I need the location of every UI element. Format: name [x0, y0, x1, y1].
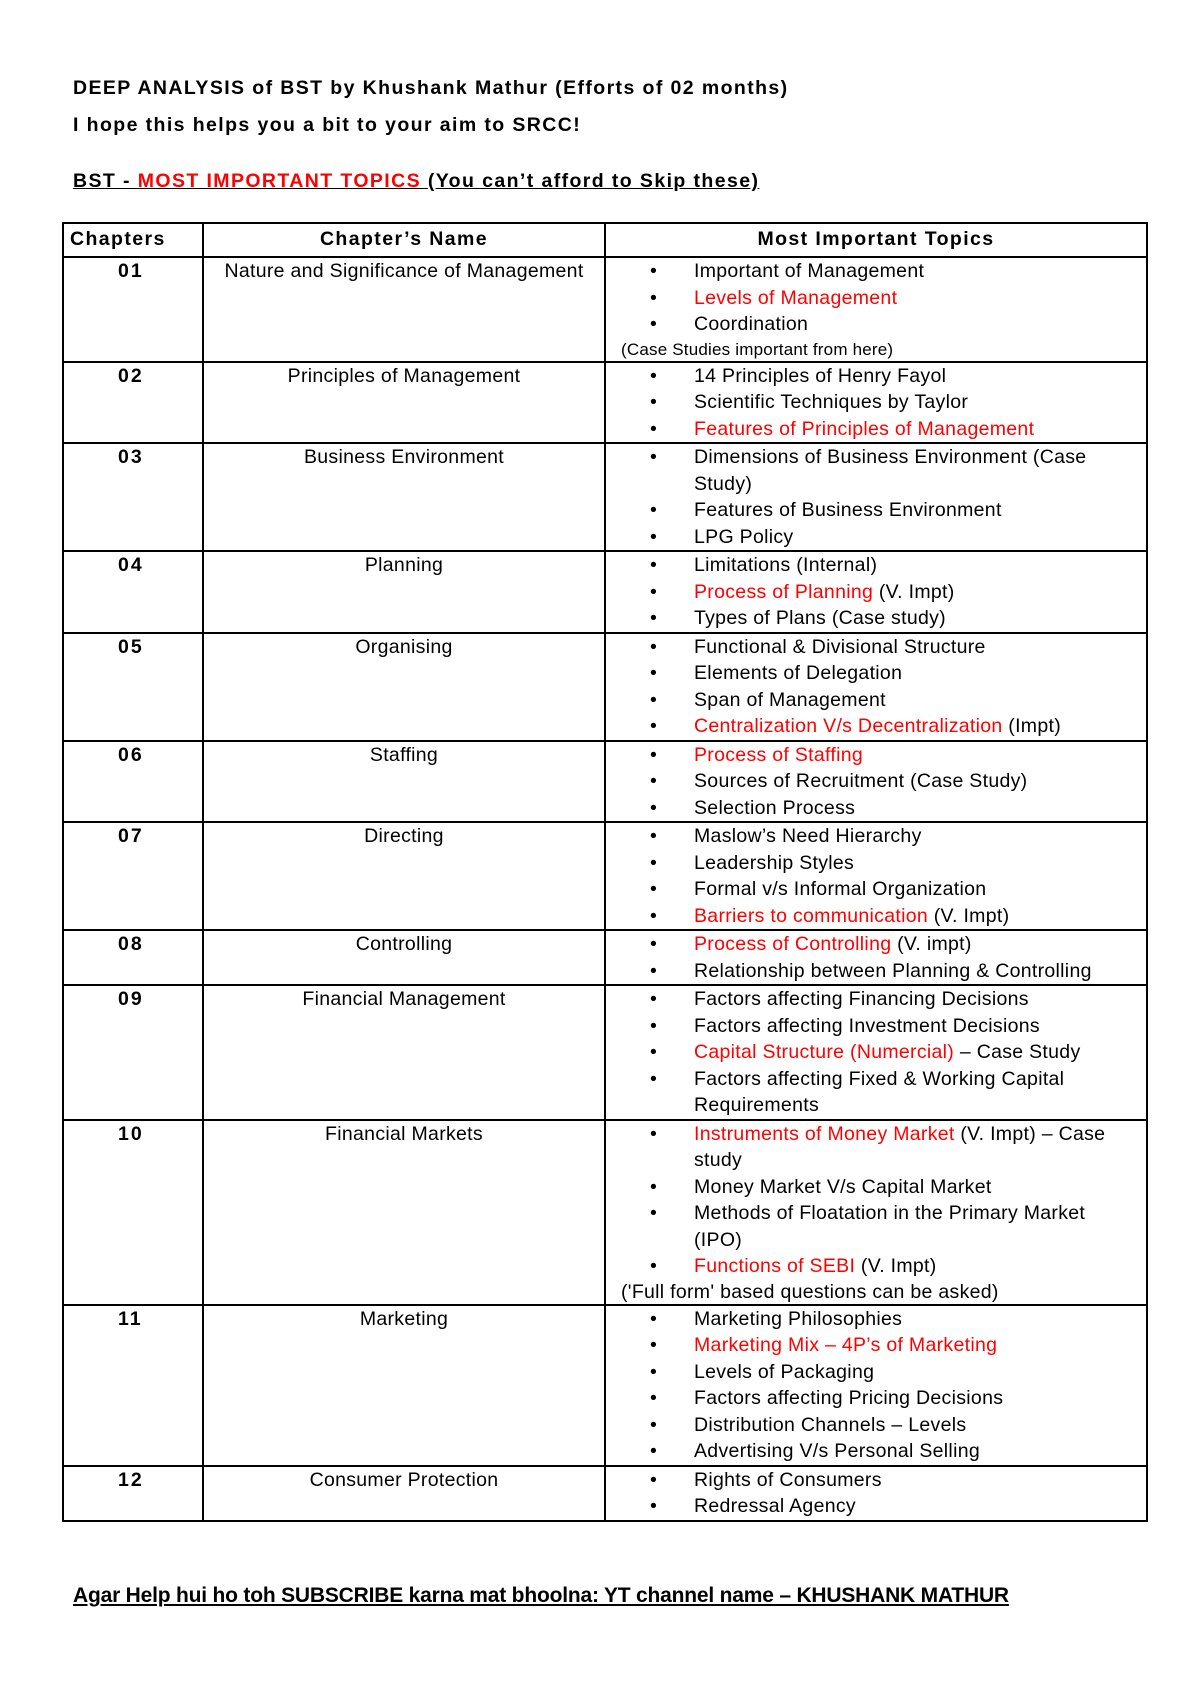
topic-text: Factors affecting Pricing Decisions	[694, 1387, 1004, 1409]
chapter-topics	[605, 1120, 1147, 1305]
topic-list	[610, 742, 1138, 822]
topic-item	[610, 1013, 1138, 1040]
chapter-topics	[605, 1305, 1147, 1466]
topic-text-highlight: Process of Staffing	[694, 743, 864, 766]
chapter-number: 08	[63, 930, 203, 985]
chapter-name: Financial Management	[203, 985, 605, 1120]
chapter-number: 12	[63, 1466, 203, 1521]
topic-item	[610, 1200, 1138, 1253]
section-heading-suffix: (You can’t afford to Skip these)	[427, 170, 760, 192]
chapter-number: 06	[63, 741, 203, 823]
topic-text: Features of Business Environment	[694, 499, 1002, 521]
topic-list	[610, 823, 1138, 929]
topic-text: Redressal Agency	[694, 1495, 856, 1517]
chapter-name: Controlling	[203, 930, 605, 985]
table-body	[63, 257, 1147, 1521]
topic-text: Money Market V/s Capital Market	[694, 1175, 992, 1198]
topic-item	[610, 687, 1138, 714]
topic-item	[610, 850, 1138, 877]
topic-text: Relationship between Planning & Controlling	[694, 959, 1092, 982]
footer-note: Agar Help hui ho toh SUBSCRIBE karna mat bhoolna: YT channel name – KHUSHANK MATHUR	[73, 1584, 1009, 1607]
topic-text: Maslow’s Need Hierarchy	[694, 825, 922, 847]
topic-list	[610, 258, 1138, 338]
topic-text: Formal v/s Informal Organization	[694, 878, 987, 900]
chapter-name: Principles of Management	[203, 362, 605, 444]
topic-text-highlight: Centralization V/s Decentralization	[694, 715, 1003, 737]
topic-text-highlight: Process of Controlling	[694, 933, 892, 955]
topic-item	[610, 903, 1138, 930]
topic-text: Sources of Recruitment (Case Study)	[694, 770, 1028, 792]
topic-item	[610, 742, 1138, 769]
topic-text: (V. Impt)	[928, 904, 1010, 927]
column-header-chapters: Chapters	[63, 223, 203, 257]
topic-item	[610, 605, 1138, 632]
topic-list	[610, 552, 1138, 632]
chapter-topics	[605, 551, 1147, 633]
topic-item	[610, 986, 1138, 1013]
chapter-number: 09	[63, 985, 203, 1120]
topic-item	[610, 1174, 1138, 1201]
topic-text: Scientific Techniques by Taylor	[694, 391, 969, 413]
table-row	[63, 985, 1147, 1120]
table-row	[63, 930, 1147, 985]
topic-item	[610, 660, 1138, 687]
table-header-row	[63, 223, 1147, 257]
topic-text: Methods of Floatation in the Primary Market (IPO)	[694, 1202, 1086, 1251]
topic-item	[610, 524, 1138, 551]
topic-item	[610, 1493, 1138, 1520]
topics-table	[62, 222, 1148, 1522]
topic-item	[610, 258, 1138, 285]
topic-item	[610, 285, 1138, 312]
topic-text: Important of Management	[694, 260, 925, 282]
topic-item	[610, 311, 1138, 338]
topic-text: – Case Study	[954, 1041, 1081, 1063]
chapter-topics	[605, 822, 1147, 930]
topic-item	[610, 634, 1138, 661]
topic-item	[610, 1306, 1138, 1333]
topic-item	[610, 389, 1138, 416]
table-row	[63, 1120, 1147, 1305]
topic-text-highlight: Barriers to communication	[694, 904, 928, 927]
topic-text: Selection Process	[694, 796, 856, 819]
topic-text: Advertising V/s Personal Selling	[694, 1440, 980, 1462]
chapter-number: 01	[63, 257, 203, 362]
topic-item	[610, 795, 1138, 822]
chapter-number: 04	[63, 551, 203, 633]
topic-text-highlight: Features of Principles of Management	[694, 417, 1035, 440]
chapter-name: Directing	[203, 822, 605, 930]
topic-text: (V. Impt)	[873, 580, 955, 603]
table-row	[63, 551, 1147, 633]
topic-item	[610, 444, 1138, 497]
topic-item	[610, 1121, 1138, 1174]
chapter-topics	[605, 633, 1147, 741]
column-header-chapter-name: Chapter’s Name	[203, 223, 605, 257]
table-row	[63, 822, 1147, 930]
chapter-number: 07	[63, 822, 203, 930]
chapter-name: Financial Markets	[203, 1120, 605, 1305]
topic-text: Types of Plans (Case study)	[694, 607, 946, 629]
topic-text: Distribution Channels – Levels	[694, 1413, 967, 1436]
topic-item	[610, 713, 1138, 740]
table-row	[63, 1305, 1147, 1466]
topic-item	[610, 1332, 1138, 1359]
chapter-topics	[605, 985, 1147, 1120]
chapter-name: Staffing	[203, 741, 605, 823]
topic-item	[610, 931, 1138, 958]
chapter-name: Planning	[203, 551, 605, 633]
topic-text-highlight: Marketing Mix – 4P’s of Marketing	[694, 1334, 998, 1356]
table-row	[63, 362, 1147, 444]
chapter-topics	[605, 443, 1147, 551]
topic-text-highlight: Levels of Management	[694, 286, 898, 309]
topic-item	[610, 1039, 1138, 1066]
chapter-name: Marketing	[203, 1305, 605, 1466]
topic-text: Marketing Philosophies	[694, 1307, 903, 1330]
topic-list	[610, 444, 1138, 550]
topic-text: (V. Impt)	[855, 1255, 937, 1277]
topic-text-highlight: Process of Planning	[694, 580, 874, 603]
topic-text: Coordination	[694, 313, 809, 335]
chapter-name: Nature and Significance of Management	[203, 257, 605, 362]
chapter-topics	[605, 362, 1147, 444]
topic-text: (Impt)	[1002, 715, 1061, 737]
column-header-topics: Most Important Topics	[605, 223, 1147, 257]
topic-note: ('Full form' based questions can be asked)	[621, 1280, 999, 1303]
topic-text: Factors affecting Financing Decisions	[694, 988, 1029, 1010]
topic-item	[610, 363, 1138, 390]
chapter-topics	[605, 930, 1147, 985]
topic-item	[610, 823, 1138, 850]
section-heading-highlight: MOST IMPORTANT TOPICS	[137, 170, 428, 192]
topic-text: Factors affecting Investment Decisions	[694, 1014, 1040, 1037]
topic-item	[610, 552, 1138, 579]
topic-text: LPG Policy	[694, 525, 794, 548]
topic-text: Functional & Divisional Structure	[694, 635, 986, 658]
topic-item	[610, 497, 1138, 524]
topic-text-highlight: Functions of SEBI	[694, 1255, 856, 1277]
topic-item	[610, 1438, 1138, 1465]
topic-text: Rights of Consumers	[694, 1468, 882, 1491]
topic-text: (V. impt)	[891, 933, 972, 955]
topic-text: Factors affecting Fixed & Working Capital Requirements	[694, 1067, 1065, 1116]
chapter-name: Consumer Protection	[203, 1466, 605, 1521]
topic-list	[610, 1121, 1138, 1280]
chapter-name: Business Environment	[203, 443, 605, 551]
topic-list	[610, 363, 1138, 443]
document-title: DEEP ANALYSIS of BST by Khushank Mathur (Efforts of 02 months)	[73, 77, 789, 99]
table-row	[63, 741, 1147, 823]
topic-list	[610, 931, 1138, 984]
chapter-number: 03	[63, 443, 203, 551]
chapter-name: Organising	[203, 633, 605, 741]
topic-text: (V. Impt) – Case study	[694, 1122, 1106, 1171]
document-subtitle: I hope this helps you a bit to your aim to SRCC!	[73, 114, 582, 136]
topic-text-highlight: Instruments of Money Market	[694, 1122, 955, 1145]
chapter-topics	[605, 257, 1147, 362]
topic-list	[610, 1306, 1138, 1465]
topic-text-highlight: Capital Structure (Numercial)	[694, 1041, 955, 1063]
section-heading-prefix: BST -	[73, 170, 138, 192]
topic-text: 14 Principles of Henry Fayol	[694, 364, 947, 387]
table-row	[63, 257, 1147, 362]
topic-item	[610, 768, 1138, 795]
chapter-number: 11	[63, 1305, 203, 1466]
topic-item	[610, 1467, 1138, 1494]
topic-item	[610, 958, 1138, 985]
topic-text: Leadership Styles	[694, 851, 855, 874]
chapter-number: 10	[63, 1120, 203, 1305]
chapter-topics	[605, 1466, 1147, 1521]
topic-text: Elements of Delegation	[694, 662, 903, 684]
section-heading	[73, 170, 759, 193]
topic-item	[610, 1066, 1138, 1119]
chapter-number: 02	[63, 362, 203, 444]
topic-list	[610, 1467, 1138, 1520]
topic-item	[610, 1385, 1138, 1412]
topic-list	[610, 634, 1138, 740]
topic-item	[610, 1253, 1138, 1280]
topic-text: Span of Management	[694, 688, 886, 711]
topic-note: (Case Studies important from here)	[621, 339, 894, 359]
chapter-number: 05	[63, 633, 203, 741]
table-row	[63, 1466, 1147, 1521]
topic-text: Levels of Packaging	[694, 1360, 875, 1383]
topic-item	[610, 416, 1138, 443]
topic-item	[610, 1412, 1138, 1439]
topic-text: Dimensions of Business Environment (Case Study)	[694, 446, 1087, 495]
topic-item	[610, 876, 1138, 903]
topic-text: Limitations (Internal)	[694, 554, 878, 576]
chapter-topics	[605, 741, 1147, 823]
table-row	[63, 633, 1147, 741]
table-row	[63, 443, 1147, 551]
topic-item	[610, 1359, 1138, 1386]
topic-list	[610, 986, 1138, 1119]
topic-item	[610, 579, 1138, 606]
